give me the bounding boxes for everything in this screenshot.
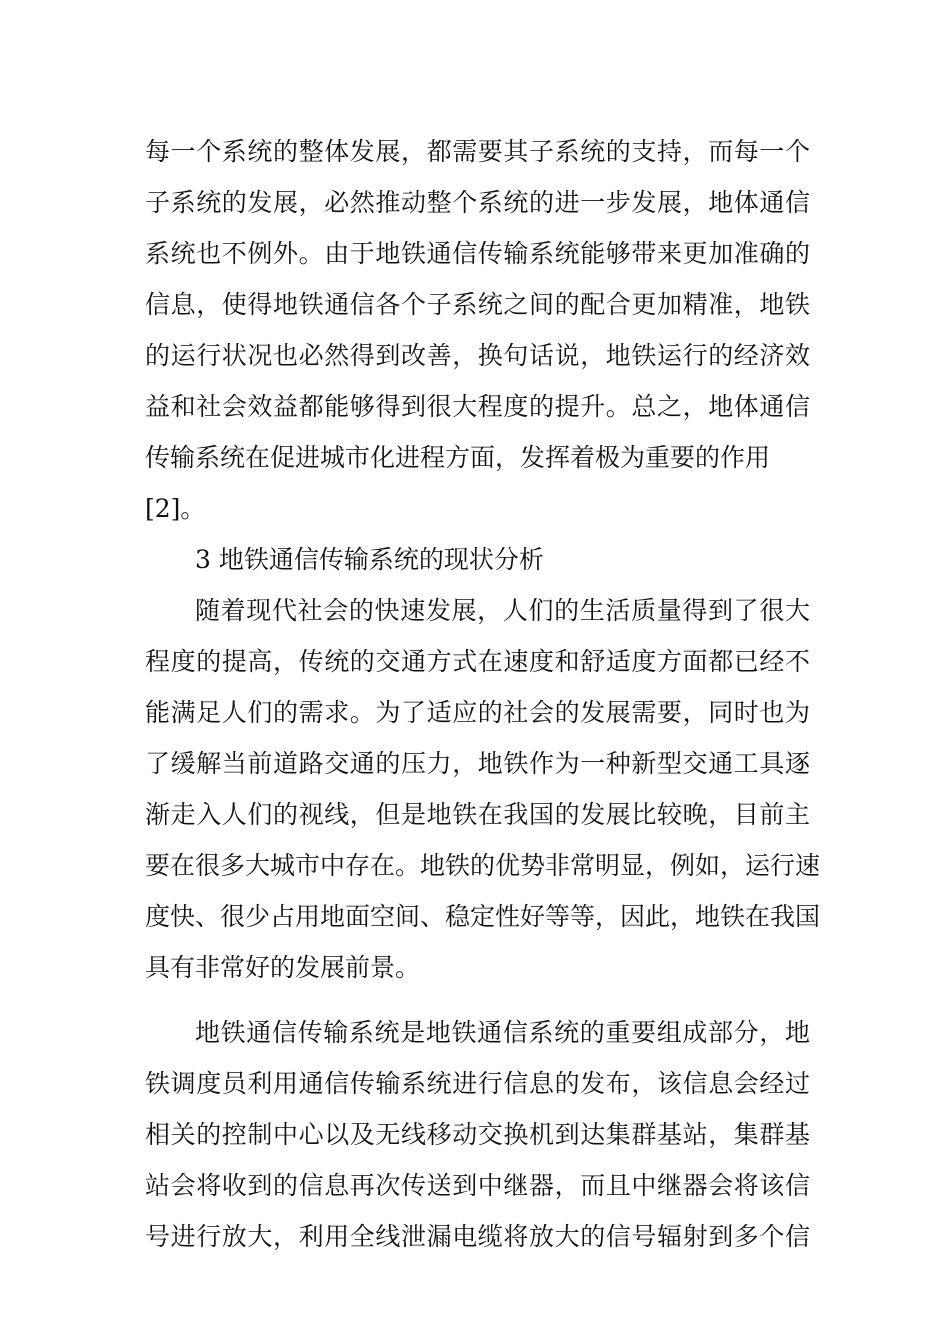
- text-line: 相关的控制中心以及无线移动交换机到达集群基站，集群基: [145, 1120, 810, 1149]
- text-line: 铁调度员利用通信传输系统进行信息的发布，该信息会经过: [145, 1069, 810, 1098]
- text-line: 每一个系统的整体发展，都需要其子系统的支持，而每一个: [145, 137, 810, 166]
- text-line: 号进行放大，利用全线泄漏电缆将放大的信号辐射到多个信: [145, 1222, 810, 1251]
- text-line: 程度的提高，传统的交通方式在速度和舒适度方面都已经不: [145, 647, 810, 676]
- text-line: 信息，使得地铁通信各个子系统之间的配合更加精准，地铁: [145, 290, 810, 319]
- text-line: 随着现代社会的快速发展，人们的生活质量得到了很大: [195, 596, 810, 625]
- paragraph-gap: [145, 993, 810, 1007]
- paragraph-status: [145, 585, 821, 993]
- text-line: 渐走入人们的视线，但是地铁在我国的发展比较晚，目前主: [145, 800, 810, 829]
- text-line: 系统也不例外。由于地铁通信传输系统能够带来更加准确的: [145, 239, 810, 268]
- text-line: 的运行状况也必然得到改善，换句话说，地铁运行的经济效: [145, 341, 810, 370]
- text-line: 能满足人们的需求。为了适应的社会的发展需要，同时也为: [145, 698, 810, 727]
- paragraph-transmission: [145, 1007, 810, 1262]
- text-line: 益和社会效益都能够得到很大程度的提升。总之，地体通信: [145, 392, 810, 421]
- text-line: 了缓解当前道路交通的压力，地铁作为一种新型交通工具逐: [145, 749, 810, 778]
- text-line: 地铁通信传输系统是地铁通信系统的重要组成部分，地: [195, 1018, 810, 1047]
- text-line: [2]。: [145, 494, 206, 523]
- paragraph-continuation: [145, 126, 810, 534]
- text-line: 要在很多大城市中存在。地铁的优势非常明显，例如，运行速: [145, 851, 821, 880]
- text-line: 度快、很少占用地面空间、稳定性好等等，因此，地铁在我国: [145, 902, 821, 931]
- section-heading: 3 地铁通信传输系统的现状分析: [195, 545, 544, 574]
- text-line: 传输系统在促进城市化进程方面，发挥着极为重要的作用: [145, 443, 771, 472]
- text-line: 站会将收到的信息再次传送到中继器，而且中继器会将该信: [145, 1171, 810, 1200]
- text-line: 子系统的发展，必然推动整个系统的进一步发展，地体通信: [145, 188, 810, 217]
- text-line: 具有非常好的发展前景。: [145, 953, 421, 982]
- document-page: [145, 126, 821, 1262]
